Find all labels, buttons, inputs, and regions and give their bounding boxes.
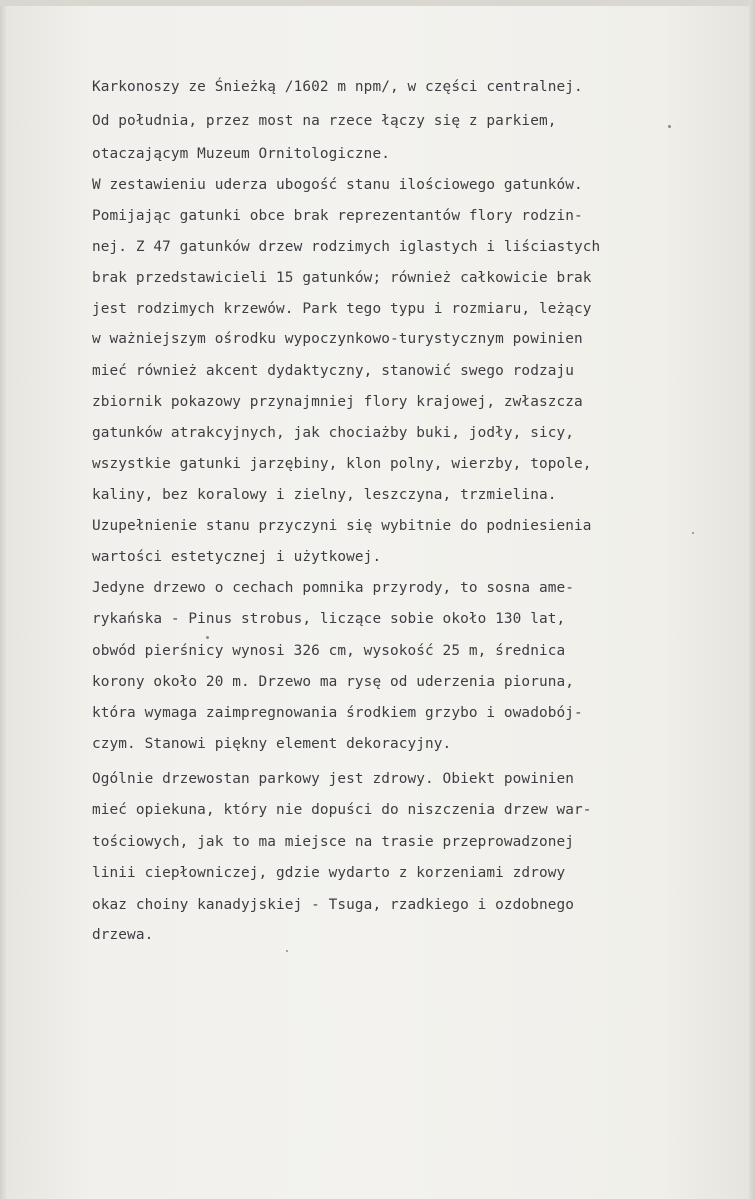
text-line: nej. Z 47 gatunków drzew rodzimych iglastych i liściastych [92, 239, 601, 255]
text-line: rykańska - Pinus strobus, liczące sobie około 130 lat, [92, 611, 566, 627]
text-line: brak przedstawicieli 15 gatunków; również całkowicie brak [92, 270, 592, 286]
text-line: Pomijając gatunki obce brak reprezentantów flory rodzin- [92, 208, 583, 224]
text-line: czym. Stanowi piękny element dekoracyjny. [92, 736, 452, 752]
text-line: kaliny, bez koralowy i zielny, leszczyna, trzmielina. [92, 487, 557, 503]
text-line: okaz choiny kanadyjskiej - Tsuga, rzadkiego i ozdobnego [92, 897, 575, 913]
text-line: otaczającym Muzeum Ornitologiczne. [92, 146, 390, 162]
text-line: gatunków atrakcyjnych, jak chociażby buki, jodły, sicy, [92, 425, 575, 441]
paper-speck [206, 636, 209, 639]
text-line: w ważniejszym ośrodku wypoczynkowo-turystycznym powinien [92, 331, 583, 347]
text-line: Jedyne drzewo o cechach pomnika przyrody, to sosna ame- [92, 580, 575, 596]
text-line: wszystkie gatunki jarzębiny, klon polny, wierzby, topole, [92, 456, 592, 472]
text-line: tościowych, jak to ma miejsce na trasie przeprowadzonej [92, 834, 575, 850]
paper-speck [692, 532, 694, 534]
paper-speck [286, 950, 288, 952]
text-line: mieć opiekuna, który nie dopuści do niszczenia drzew war- [92, 802, 592, 818]
text-line: która wymaga zaimpregnowania środkiem grzybo i owadobój- [92, 705, 583, 721]
text-line: W zestawieniu uderza ubogość stanu ilościowego gatunków. [92, 177, 583, 193]
text-line: linii ciepłowniczej, gdzie wydarto z korzeniami zdrowy [92, 865, 566, 881]
text-line: Uzupełnienie stanu przyczyni się wybitnie do podniesienia [92, 518, 592, 534]
text-line: Ogólnie drzewostan parkowy jest zdrowy. Obiekt powinien [92, 771, 575, 787]
text-line: korony około 20 m. Drzewo ma rysę od uderzenia pioruna, [92, 674, 575, 690]
text-line: mieć również akcent dydaktyczny, stanowić swego rodzaju [92, 363, 575, 379]
text-line: Od południa, przez most na rzece łączy się z parkiem, [92, 113, 557, 129]
text-line: obwód pierśnicy wynosi 326 cm, wysokość 25 m, średnica [92, 643, 566, 659]
text-line: Karkonoszy ze Śnieżką /1602 m npm/, w części centralnej. [92, 79, 583, 95]
paper-speck [668, 125, 671, 128]
text-line: drzewa. [92, 927, 154, 943]
text-line: wartości estetycznej i użytkowej. [92, 549, 382, 565]
text-line: jest rodzimych krzewów. Park tego typu i rozmiaru, leżący [92, 301, 592, 317]
text-line: zbiornik pokazowy przynajmniej flory krajowej, zwłaszcza [92, 394, 583, 410]
